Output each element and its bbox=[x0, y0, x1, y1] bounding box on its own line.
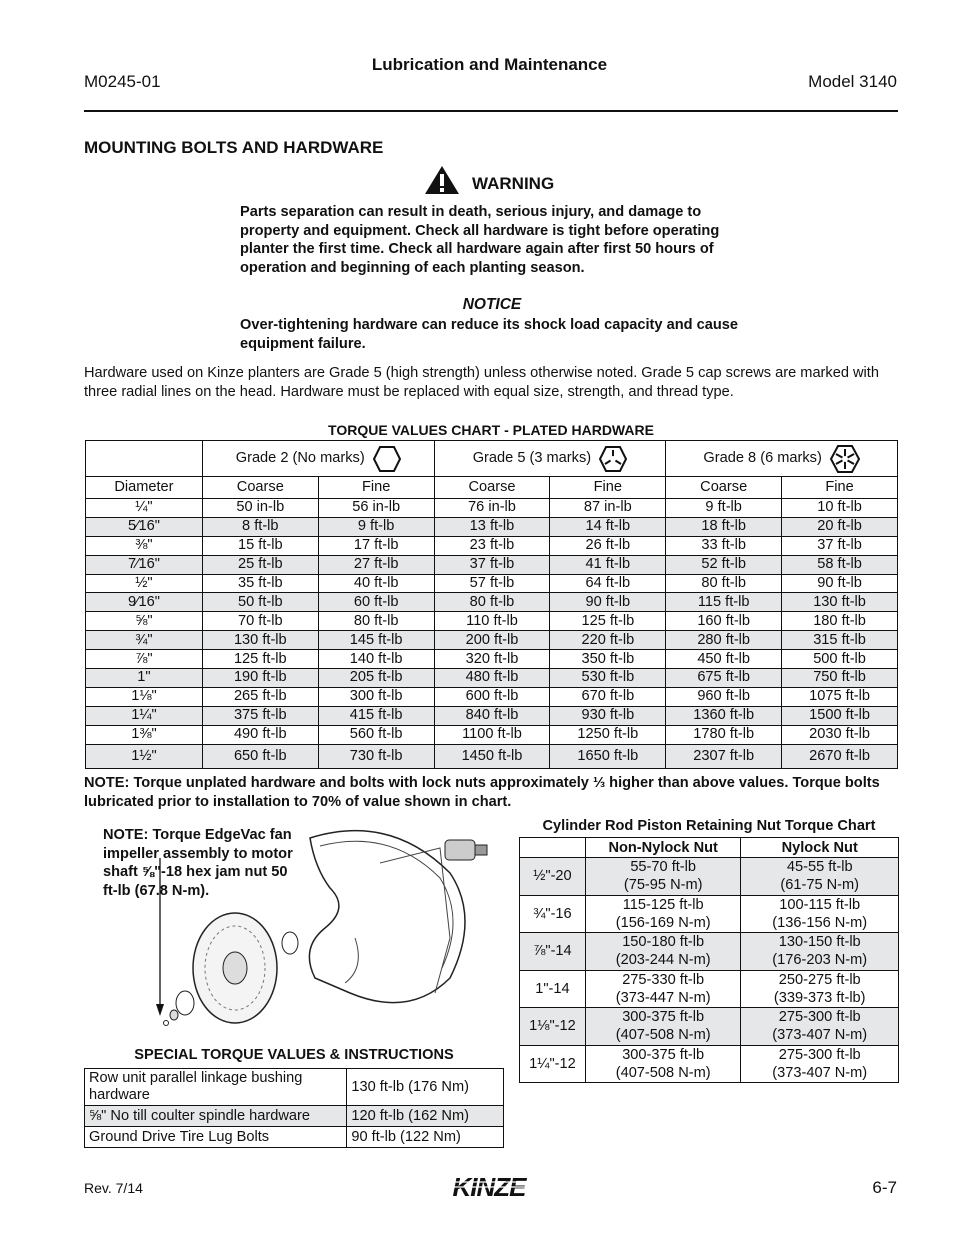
table-row bbox=[86, 669, 898, 688]
table-cell: 50 in-lb bbox=[202, 499, 318, 518]
table-row bbox=[86, 517, 898, 536]
table-row bbox=[86, 574, 898, 593]
table-cell: 560 ft-lb bbox=[318, 725, 434, 744]
non-nylock-cell bbox=[585, 1008, 741, 1046]
table-row bbox=[86, 706, 898, 725]
header-divider bbox=[84, 110, 898, 112]
table-cell: 87 in-lb bbox=[550, 499, 666, 518]
table-cell: 23 ft-lb bbox=[434, 536, 550, 555]
size-cell: ½"-20 bbox=[520, 858, 586, 896]
table-cell: 1100 ft-lb bbox=[434, 725, 550, 744]
table-cell: 90 ft-lb bbox=[550, 593, 666, 612]
value-nm: (373-407 N-m) bbox=[772, 1064, 868, 1081]
value-nm: (339-373 ft-lb) bbox=[773, 989, 866, 1006]
hexagon-six-marks-icon bbox=[830, 445, 860, 473]
table-row bbox=[85, 1069, 504, 1106]
table-cell: 33 ft-lb bbox=[666, 536, 782, 555]
table-cell: 115 ft-lb bbox=[666, 593, 782, 612]
value-ftlb: 300-375 ft-lb bbox=[622, 1009, 705, 1026]
non-nylock-cell bbox=[585, 970, 741, 1008]
table-cell: 52 ft-lb bbox=[666, 555, 782, 574]
nylock-cell bbox=[741, 1045, 899, 1083]
table-cell: 125 ft-lb bbox=[550, 612, 666, 631]
table-cell: 14 ft-lb bbox=[550, 517, 666, 536]
hexagon-no-marks-icon bbox=[373, 446, 401, 472]
table-cell: 280 ft-lb bbox=[666, 631, 782, 650]
value-nm: (373-407 N-m) bbox=[772, 1027, 868, 1044]
table-cell: 1250 ft-lb bbox=[550, 725, 666, 744]
table-cell: 20 ft-lb bbox=[782, 517, 898, 536]
table-cell: 41 ft-lb bbox=[550, 555, 666, 574]
table-row bbox=[86, 593, 898, 612]
non-nylock-cell bbox=[585, 933, 741, 971]
table-cell: 375 ft-lb bbox=[202, 706, 318, 725]
value-cell: 90 ft-lb (122 Nm) bbox=[347, 1127, 504, 1148]
table-cell: 1075 ft-lb bbox=[782, 687, 898, 706]
special-torque-table bbox=[84, 1068, 504, 1148]
table-row bbox=[520, 858, 899, 896]
value-nm: (407-508 N-m) bbox=[615, 1027, 711, 1044]
table-cell: 1½" bbox=[86, 744, 203, 768]
table-cell: 64 ft-lb bbox=[550, 574, 666, 593]
table-cell: 5⁄16" bbox=[86, 517, 203, 536]
table-cell: 25 ft-lb bbox=[202, 555, 318, 574]
table-cell: 320 ft-lb bbox=[434, 650, 550, 669]
value-nm: (136-156 N-m) bbox=[772, 914, 868, 931]
value-ftlb: 100-115 ft-lb bbox=[779, 896, 861, 913]
non-nylock-cell bbox=[585, 1045, 741, 1083]
table-cell: ⅞" bbox=[86, 650, 203, 669]
table-row bbox=[86, 687, 898, 706]
table-cell: 840 ft-lb bbox=[434, 706, 550, 725]
table-cell: 2307 ft-lb bbox=[666, 744, 782, 768]
warning-text: Parts separation can result in death, serious injury, and damage to property and equipment. Check all hardware is tight before operating planter the first time. Check all hardware again after first 50 hours of operation and beginning of each planting season. bbox=[240, 204, 720, 276]
table-row bbox=[520, 1045, 899, 1083]
value-ftlb: 275-300 ft-lb bbox=[778, 1046, 861, 1063]
table-cell: 125 ft-lb bbox=[202, 650, 318, 669]
table-cell: 13 ft-lb bbox=[434, 517, 550, 536]
grade-8-label: Grade 8 (6 marks) bbox=[703, 450, 822, 466]
value-nm: (156-169 N-m) bbox=[615, 914, 711, 931]
table-cell: 300 ft-lb bbox=[318, 687, 434, 706]
table-cell: 675 ft-lb bbox=[666, 669, 782, 688]
col-g5-coarse: Coarse bbox=[434, 477, 550, 499]
table-cell: 180 ft-lb bbox=[782, 612, 898, 631]
table-cell: 10 ft-lb bbox=[782, 499, 898, 518]
value-ftlb: 130-150 ft-lb bbox=[778, 934, 861, 951]
table-cell: 8 ft-lb bbox=[202, 517, 318, 536]
value-ftlb: 115-125 ft-lb bbox=[622, 896, 704, 913]
table-cell: 130 ft-lb bbox=[782, 593, 898, 612]
col-g8-fine: Fine bbox=[782, 477, 898, 499]
table-row bbox=[86, 725, 898, 744]
table-cell: 26 ft-lb bbox=[550, 536, 666, 555]
column-header-row bbox=[86, 477, 898, 499]
table-cell: 450 ft-lb bbox=[666, 650, 782, 669]
notice-title: NOTICE bbox=[462, 296, 522, 313]
item-cell: ⅝" No till coulter spindle hardware bbox=[85, 1106, 347, 1127]
table-cell: 265 ft-lb bbox=[202, 687, 318, 706]
table-row bbox=[86, 555, 898, 574]
value-nm: (407-508 N-m) bbox=[615, 1064, 711, 1081]
table-row bbox=[520, 970, 899, 1008]
table-row bbox=[86, 631, 898, 650]
revision-label: Rev. 7/14 bbox=[84, 1180, 143, 1196]
table-cell: 205 ft-lb bbox=[318, 669, 434, 688]
table-cell: 9 ft-lb bbox=[666, 499, 782, 518]
grade-8-header bbox=[666, 441, 898, 477]
table-cell: ⅜" bbox=[86, 536, 203, 555]
table-row bbox=[86, 536, 898, 555]
table-cell: 480 ft-lb bbox=[434, 669, 550, 688]
table-cell: 750 ft-lb bbox=[782, 669, 898, 688]
table-cell: 220 ft-lb bbox=[550, 631, 666, 650]
table-cell: 600 ft-lb bbox=[434, 687, 550, 706]
col-g5-fine: Fine bbox=[550, 477, 666, 499]
table-cell: 58 ft-lb bbox=[782, 555, 898, 574]
table-cell: 1780 ft-lb bbox=[666, 725, 782, 744]
grade-header-blank bbox=[86, 441, 203, 477]
table-header-row bbox=[520, 838, 899, 858]
table-cell: 1450 ft-lb bbox=[434, 744, 550, 768]
table-cell: 18 ft-lb bbox=[666, 517, 782, 536]
value-ftlb: 45-55 ft-lb bbox=[786, 859, 853, 876]
warning-triangle-icon bbox=[424, 165, 460, 195]
kinze-logo-text: KINZE bbox=[452, 1172, 526, 1202]
doc-number: M0245-01 bbox=[84, 72, 161, 91]
grade-header-row bbox=[86, 441, 898, 477]
hexagon-three-marks-icon bbox=[599, 446, 627, 472]
table-cell: 190 ft-lb bbox=[202, 669, 318, 688]
table-cell: 50 ft-lb bbox=[202, 593, 318, 612]
table-cell: 1⅜" bbox=[86, 725, 203, 744]
value-cell: 120 ft-lb (162 Nm) bbox=[347, 1106, 504, 1127]
table-cell: 70 ft-lb bbox=[202, 612, 318, 631]
table-row bbox=[520, 1008, 899, 1046]
value-nm: (61-75 N-m) bbox=[780, 877, 860, 894]
col-g2-fine: Fine bbox=[318, 477, 434, 499]
table-cell: 315 ft-lb bbox=[782, 631, 898, 650]
grade-2-label: Grade 2 (No marks) bbox=[235, 450, 365, 466]
table-cell: 17 ft-lb bbox=[318, 536, 434, 555]
table-cell: 160 ft-lb bbox=[666, 612, 782, 631]
table-cell: 1650 ft-lb bbox=[550, 744, 666, 768]
table-cell: 37 ft-lb bbox=[434, 555, 550, 574]
table-cell: 90 ft-lb bbox=[782, 574, 898, 593]
table-cell: ½" bbox=[86, 574, 203, 593]
cylinder-chart-title: Cylinder Rod Piston Retaining Nut Torque Chart bbox=[542, 818, 876, 834]
size-cell: 1⅛"-12 bbox=[520, 1008, 586, 1046]
table-cell: 490 ft-lb bbox=[202, 725, 318, 744]
nylock-cell bbox=[741, 1008, 899, 1046]
table-cell: 530 ft-lb bbox=[550, 669, 666, 688]
table-cell: 7⁄16" bbox=[86, 555, 203, 574]
table-cell: 140 ft-lb bbox=[318, 650, 434, 669]
page-number: 6-7 bbox=[872, 1178, 897, 1197]
col-size bbox=[520, 838, 586, 858]
nylock-cell bbox=[741, 895, 899, 933]
cylinder-torque-table bbox=[519, 837, 899, 1083]
table-cell: 9 ft-lb bbox=[318, 517, 434, 536]
table-cell: 930 ft-lb bbox=[550, 706, 666, 725]
table-row bbox=[85, 1106, 504, 1127]
table-cell: 1360 ft-lb bbox=[666, 706, 782, 725]
table-cell: 1¼" bbox=[86, 706, 203, 725]
col-g2-coarse: Coarse bbox=[202, 477, 318, 499]
value-ftlb: 150-180 ft-lb bbox=[622, 934, 705, 951]
table-row bbox=[85, 1127, 504, 1148]
table-row bbox=[86, 499, 898, 518]
table-cell: 35 ft-lb bbox=[202, 574, 318, 593]
table-cell: 15 ft-lb bbox=[202, 536, 318, 555]
col-diameter: Diameter bbox=[86, 477, 203, 499]
fan-torque-note: NOTE: Torque EdgeVac fan impeller assembly to motor shaft ⅝"-18 hex jam nut 50 ft-lb (67.8 N-m). bbox=[103, 827, 293, 899]
table-cell: 960 ft-lb bbox=[666, 687, 782, 706]
warning-heading bbox=[424, 165, 554, 195]
table-cell: ¼" bbox=[86, 499, 203, 518]
table-cell: 37 ft-lb bbox=[782, 536, 898, 555]
table-cell: 9⁄16" bbox=[86, 593, 203, 612]
item-cell: Row unit parallel linkage bushing hardware bbox=[85, 1069, 347, 1106]
table-cell: 670 ft-lb bbox=[550, 687, 666, 706]
nylock-cell bbox=[741, 933, 899, 971]
intro-paragraph: Hardware used on Kinze planters are Grade 5 (high strength) unless otherwise noted. Grade 5 cap screws are marked with three radial lines on the head. Hardware must be replaced with equal size, strength, and thread type. bbox=[84, 365, 879, 400]
value-nm: (373-447 N-m) bbox=[615, 989, 711, 1006]
table-cell: 27 ft-lb bbox=[318, 555, 434, 574]
table-cell: 1" bbox=[86, 669, 203, 688]
table-row bbox=[86, 650, 898, 669]
size-cell: ¾"-16 bbox=[520, 895, 586, 933]
unplated-note: NOTE: Torque unplated hardware and bolts with lock nuts approximately ⅓ higher than above values. Torque bolts lubricated prior to installation to 70% of value shown in chart. bbox=[84, 775, 880, 810]
value-ftlb: 250-275 ft-lb bbox=[778, 971, 861, 988]
col-g8-coarse: Coarse bbox=[666, 477, 782, 499]
non-nylock-cell bbox=[585, 858, 741, 896]
non-nylock-cell bbox=[585, 895, 741, 933]
grade-5-header bbox=[434, 441, 666, 477]
size-cell: 1"-14 bbox=[520, 970, 586, 1008]
col-non-nylock: Non-Nylock Nut bbox=[585, 838, 741, 858]
value-nm: (75-95 N-m) bbox=[623, 877, 703, 894]
nylock-cell bbox=[741, 858, 899, 896]
section-title: MOUNTING BOLTS AND HARDWARE bbox=[84, 138, 384, 157]
table-cell: 76 in-lb bbox=[434, 499, 550, 518]
table-row bbox=[86, 744, 898, 768]
table-row bbox=[520, 933, 899, 971]
warning-title: WARNING bbox=[472, 174, 555, 193]
table-cell: 200 ft-lb bbox=[434, 631, 550, 650]
value-ftlb: 300-375 ft-lb bbox=[622, 1046, 705, 1063]
value-ftlb: 55-70 ft-lb bbox=[630, 859, 697, 876]
table-cell: 350 ft-lb bbox=[550, 650, 666, 669]
notice-text: Over-tightening hardware can reduce its shock load capacity and cause equipment failure. bbox=[240, 317, 738, 352]
table-cell: 80 ft-lb bbox=[434, 593, 550, 612]
table-cell: 1500 ft-lb bbox=[782, 706, 898, 725]
table-cell: 415 ft-lb bbox=[318, 706, 434, 725]
table-cell: 56 in-lb bbox=[318, 499, 434, 518]
nylock-cell bbox=[741, 970, 899, 1008]
table-cell: 145 ft-lb bbox=[318, 631, 434, 650]
table-row bbox=[520, 895, 899, 933]
table-cell: 80 ft-lb bbox=[666, 574, 782, 593]
value-ftlb: 275-300 ft-lb bbox=[778, 1009, 861, 1026]
table-row bbox=[86, 612, 898, 631]
table-cell: 130 ft-lb bbox=[202, 631, 318, 650]
table-cell: 110 ft-lb bbox=[434, 612, 550, 631]
kinze-logo bbox=[429, 1172, 549, 1202]
table-cell: 2670 ft-lb bbox=[782, 744, 898, 768]
torque-values-table bbox=[85, 440, 898, 769]
section-header: Lubrication and Maintenance bbox=[371, 55, 608, 74]
table-cell: 40 ft-lb bbox=[318, 574, 434, 593]
table-cell: 1⅛" bbox=[86, 687, 203, 706]
table-cell: 57 ft-lb bbox=[434, 574, 550, 593]
size-cell: 1¼"-12 bbox=[520, 1045, 586, 1083]
table-cell: ¾" bbox=[86, 631, 203, 650]
table-cell: ⅝" bbox=[86, 612, 203, 631]
value-nm: (203-244 N-m) bbox=[615, 952, 711, 969]
table-cell: 2030 ft-lb bbox=[782, 725, 898, 744]
value-nm: (176-203 N-m) bbox=[772, 952, 868, 969]
col-nylock: Nylock Nut bbox=[741, 838, 899, 858]
value-cell: 130 ft-lb (176 Nm) bbox=[347, 1069, 504, 1106]
table-cell: 60 ft-lb bbox=[318, 593, 434, 612]
table-cell: 80 ft-lb bbox=[318, 612, 434, 631]
torque-chart-title: TORQUE VALUES CHART - PLATED HARDWARE bbox=[328, 422, 654, 438]
model-label: Model 3140 bbox=[808, 72, 897, 91]
grade-2-header bbox=[202, 441, 434, 477]
size-cell: ⅞"-14 bbox=[520, 933, 586, 971]
table-cell: 500 ft-lb bbox=[782, 650, 898, 669]
table-cell: 650 ft-lb bbox=[202, 744, 318, 768]
item-cell: Ground Drive Tire Lug Bolts bbox=[85, 1127, 347, 1148]
special-torque-title: SPECIAL TORQUE VALUES & INSTRUCTIONS bbox=[134, 1047, 454, 1063]
grade-5-label: Grade 5 (3 marks) bbox=[472, 450, 592, 466]
value-ftlb: 275-330 ft-lb bbox=[622, 971, 705, 988]
table-cell: 730 ft-lb bbox=[318, 744, 434, 768]
